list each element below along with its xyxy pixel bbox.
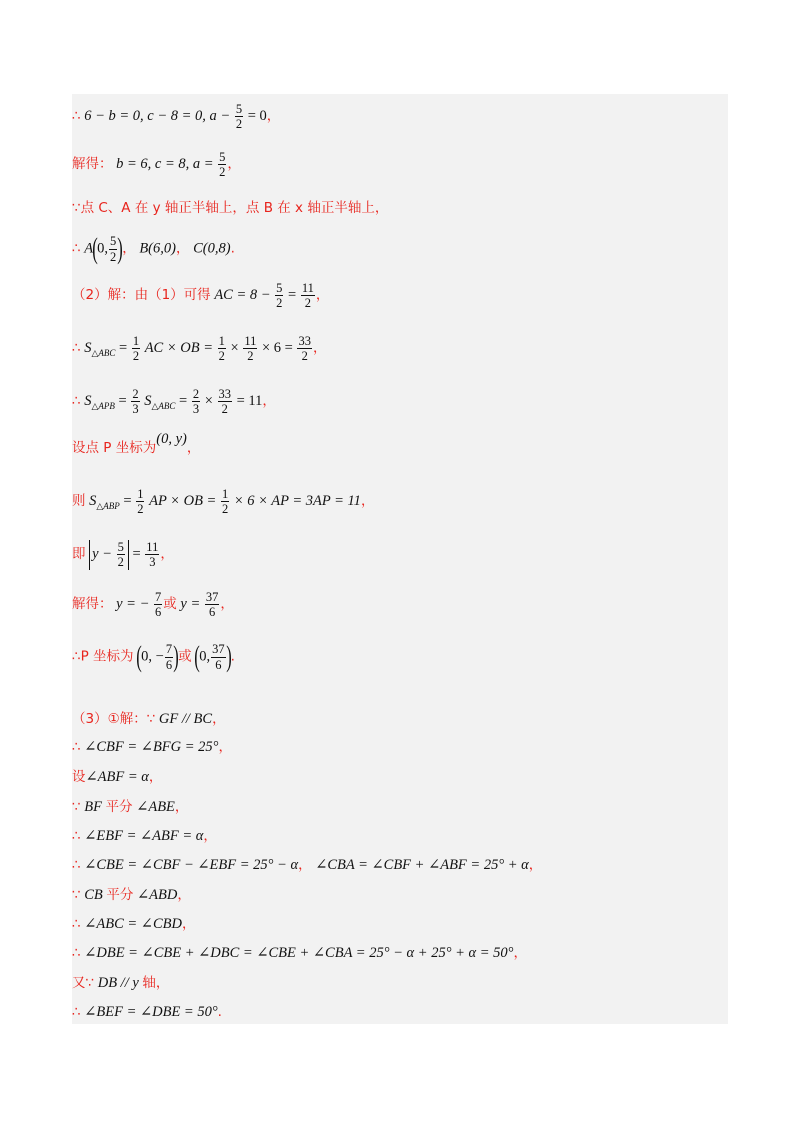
fraction: $\frac{5}{2}$ [109, 234, 117, 264]
solution-line-10: 即 y − $\frac{5}{2}$ = $\frac{11}{3}$ ， [72, 540, 174, 570]
solution-line-18: ∴ ∠CBE = ∠CBF − ∠EBF = 25° − α， ∠CBA = ∠CBF + ∠ABF = 25° + α， [72, 857, 543, 873]
solution-line-1: ∴ 6 − b = 0, c − 8 = 0, a − $\frac{5}{2}$ = 0， [72, 102, 281, 132]
solution-line-5: （2）解：由（1）可得 AC = 8 − $\frac{5}{2}$ = $\frac{11}{2}$ ， [72, 281, 330, 311]
solution-line-2: 解得： b = 6, c = 8, a = $\frac{5}{2}$ ， [72, 150, 241, 180]
solution-line-9: 则 $S_{\triangle ABP}$ = $\frac{1}{2}$ AP × OB = $\frac{1}{2}$ × 6 × AP = 3AP = 11， [72, 487, 375, 517]
fraction: $\frac{5}{2}$ [219, 150, 226, 180]
fraction: $\frac{11}{2}$ [301, 281, 314, 311]
solution-line-20: ∴ ∠ABC = ∠CBD， [72, 916, 196, 932]
absolute-value: y − $\frac{5}{2}$ [89, 540, 129, 570]
solution-line-23: ∴ ∠BEF = ∠DBE = 50°. [72, 1004, 222, 1020]
solution-line-3: ∵点 C、A 在 y 轴正半轴上，点 B 在 x 轴正半轴上， [72, 200, 389, 216]
fraction: $\frac{5}{2}$ [276, 281, 283, 311]
solution-line-16: ∵ BF 平分 ∠ABE， [72, 799, 189, 815]
solution-line-17: ∴ ∠EBF = ∠ABF = α， [72, 828, 217, 844]
solution-line-13: （3）①解：∵ GF // BC， [72, 711, 226, 727]
solution-line-21: ∴ ∠DBE = ∠CBE + ∠DBC = ∠CBE + ∠CBA = 25° − α + 25° + α = 50°， [72, 945, 527, 961]
solution-line-4: ∴ A(0, $\frac{5}{2}$ )， B(6,0)， C(0,8). [72, 232, 235, 265]
solution-line-12: ∴P 坐标为 (0, − $\frac{7}{6}$ )或 (0, $\frac{37}{6}$ ). [72, 640, 235, 673]
solution-line-22: 又∵ DB // y 轴， [72, 975, 170, 991]
fraction: $\frac{5}{2}$ [235, 102, 243, 132]
solution-line-6: ∴ $S_{\triangle ABC}$ = $\frac{1}{2}$ AC × OB = $\frac{1}{2}$ × $\frac{11}{2}$ × 6 = $\frac{33}{2}$ ， [72, 334, 327, 364]
solution-line-8: 设点 P 坐标为(0, y)， [72, 431, 201, 456]
solution-line-15: 设∠ABF = α， [72, 769, 163, 785]
solution-line-14: ∴ ∠CBF = ∠BFG = 25°， [72, 739, 232, 755]
solution-line-19: ∵ CB 平分 ∠ABD， [72, 887, 191, 903]
solution-line-7: ∴ $S_{\triangle APB}$ = $\frac{2}{3}$ $S_{\triangle ABC}$ = $\frac{2}{3}$ × $\frac{33}{2}$ = 11， [72, 387, 276, 417]
solution-line-11: 解得： y = − $\frac{7}{6}$ 或 y = $\frac{37}{6}$ ， [72, 590, 234, 620]
